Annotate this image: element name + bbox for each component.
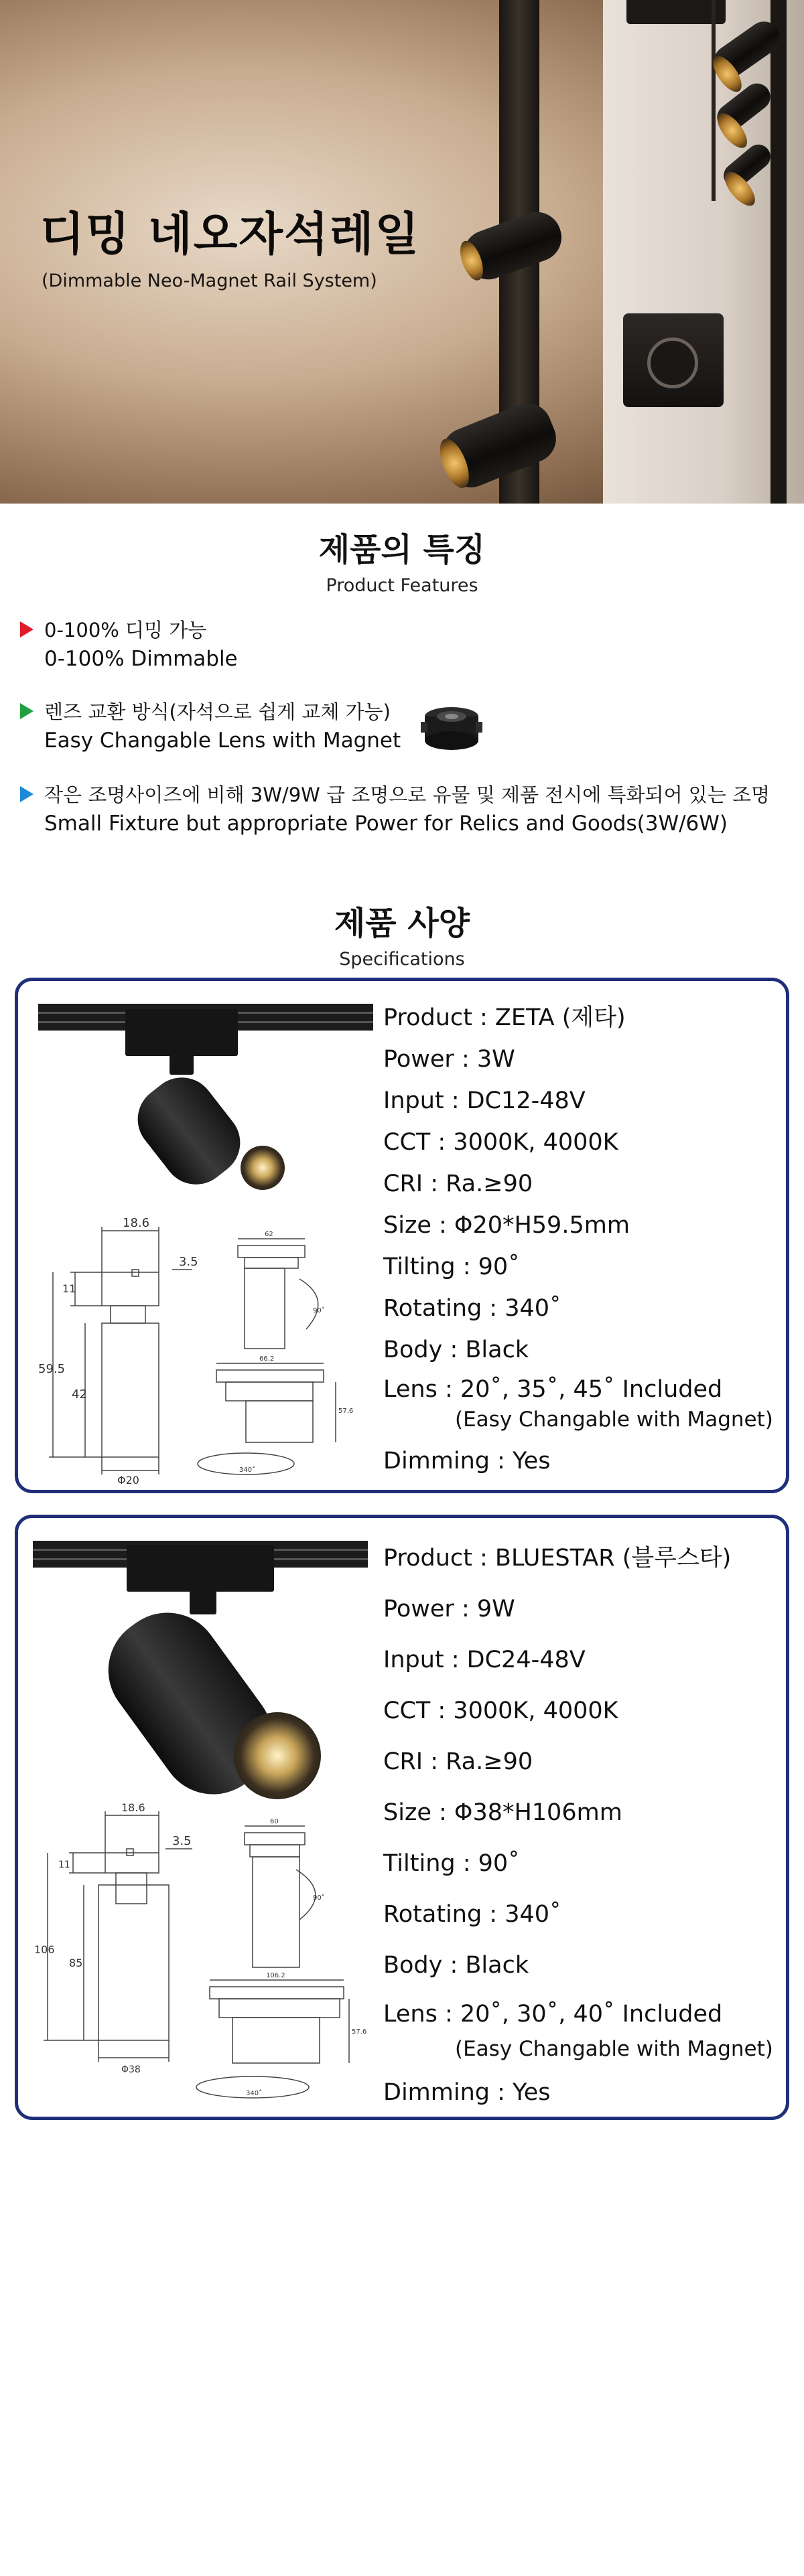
- dim-clamp-h: 11: [62, 1282, 76, 1295]
- dim-width: 18.6: [123, 1216, 150, 1230]
- dim-height: 57.6: [338, 1408, 354, 1415]
- bluestar-product-photo: [33, 1533, 381, 1801]
- spec-lens: Lens : 20˚, 35˚, 45˚ Included: [383, 1376, 723, 1403]
- zeta-product-photo: [38, 997, 373, 1198]
- specs-title-ko: 제품 사양: [334, 905, 470, 942]
- dim-base-w: 106.2: [266, 1972, 285, 1979]
- spec-body: Body : Black: [383, 1337, 529, 1363]
- bluestar-dimension-diagram: [31, 1801, 367, 2114]
- spec-dimming: Dimming : Yes: [383, 2079, 551, 2106]
- spec-body: Body : Black: [383, 1952, 529, 1979]
- dim-gap: 3.5: [179, 1255, 198, 1269]
- dim-top-w: 62: [265, 1231, 273, 1238]
- spec-cct: CCT : 3000K, 4000K: [383, 1129, 618, 1156]
- dim-body-h: 85: [69, 1957, 83, 1969]
- blue-triangle-bullet-icon: [20, 786, 34, 802]
- dim-tilt: 90˚: [313, 1307, 325, 1314]
- dim-top-w: 60: [270, 1818, 279, 1825]
- spec-card-zeta: [15, 978, 789, 1493]
- feature-item: [20, 698, 401, 755]
- specs-heading: [0, 897, 804, 970]
- spec-size: Size : Φ20*H59.5mm: [383, 1212, 630, 1239]
- hero-magnet-rail-2: [770, 0, 787, 504]
- feature-en: Small Fixture but appropriate Power for Relics and Goods(3W/6W): [44, 812, 728, 836]
- red-triangle-bullet-icon: [20, 621, 34, 637]
- spec-rotating: Rotating : 340˚: [383, 1295, 561, 1322]
- hero-ceiling-box: [626, 0, 726, 24]
- dim-rotate: 340˚: [239, 1466, 256, 1474]
- dim-clamp-h: 11: [58, 1860, 70, 1870]
- dim-total-h: 106: [34, 1943, 55, 1956]
- spec-power: Power : 9W: [383, 1596, 515, 1622]
- feature-ko: 0-100% 디밍 가능: [44, 619, 207, 641]
- feature-item: [20, 781, 770, 838]
- dim-width: 18.6: [121, 1801, 145, 1814]
- spec-product: Product : ZETA (제타): [383, 1004, 626, 1031]
- features-title-ko: 제품의 특징: [318, 531, 486, 569]
- feature-en: 0-100% Dimmable: [44, 647, 238, 671]
- dim-height: 57.6: [352, 2028, 367, 2036]
- hero-title: 디밍 네오자석레일: [40, 208, 421, 261]
- specs-title-en: Specifications: [339, 949, 465, 970]
- spec-product: Product : BLUESTAR (블루스타): [383, 1545, 732, 1572]
- zeta-spec-list: [383, 997, 773, 1485]
- spec-size: Size : Φ38*H106mm: [383, 1799, 622, 1826]
- spec-input: Input : DC12-48V: [383, 1087, 586, 1114]
- feature-ko: 렌즈 교환 방식(자석으로 쉽게 교체 가능): [44, 700, 391, 723]
- spec-lens-note: (Easy Changable with Magnet): [455, 2037, 773, 2061]
- hero-dimmer-switch: [623, 313, 724, 407]
- spec-rotating: Rotating : 340˚: [383, 1901, 561, 1928]
- spec-cri: CRI : Ra.≥90: [383, 1170, 533, 1197]
- dim-diameter: Φ20: [117, 1474, 139, 1487]
- spec-power: Power : 3W: [383, 1046, 515, 1073]
- spec-card-bluestar: [15, 1515, 789, 2120]
- spec-input: Input : DC24-48V: [383, 1647, 586, 1673]
- zeta-dimension-diagram: [31, 1212, 366, 1487]
- feature-en: Easy Changable Lens with Magnet: [44, 729, 401, 753]
- feature-item: [20, 616, 238, 674]
- magnet-lens-icon: [419, 702, 484, 757]
- feature-ko: 작은 조명사이즈에 비해 3W/9W 급 조명으로 유물 및 제품 전시에 특화되어 있는 조명: [44, 783, 770, 806]
- spec-dimming: Dimming : Yes: [383, 1448, 551, 1474]
- features-heading: [0, 504, 804, 596]
- dim-tilt: 90˚: [313, 1894, 325, 1902]
- features-list: [0, 596, 804, 944]
- dim-rotate: 340˚: [246, 2090, 263, 2097]
- spec-tilting: Tilting : 90˚: [383, 1850, 520, 1877]
- spec-cri: CRI : Ra.≥90: [383, 1748, 533, 1775]
- hero-rail-line: [712, 0, 716, 201]
- dim-body-h: 42: [72, 1387, 87, 1401]
- dim-diameter: Φ38: [121, 2064, 141, 2075]
- spec-lens: Lens : 20˚, 30˚, 40˚ Included: [383, 2001, 723, 2028]
- dim-base-w: 66.2: [259, 1355, 275, 1363]
- features-title-en: Product Features: [326, 575, 478, 596]
- bluestar-spec-list: [383, 1533, 773, 2121]
- spec-cct: CCT : 3000K, 4000K: [383, 1697, 618, 1724]
- hero-banner: [0, 0, 804, 504]
- spec-tilting: Tilting : 90˚: [383, 1254, 520, 1280]
- green-triangle-bullet-icon: [20, 703, 34, 719]
- spec-lens-note: (Easy Changable with Magnet): [455, 1408, 773, 1432]
- dim-gap: 3.5: [172, 1834, 192, 1848]
- dim-total-h: 59.5: [38, 1362, 66, 1376]
- hero-subtitle: (Dimmable Neo-Magnet Rail System): [42, 271, 377, 291]
